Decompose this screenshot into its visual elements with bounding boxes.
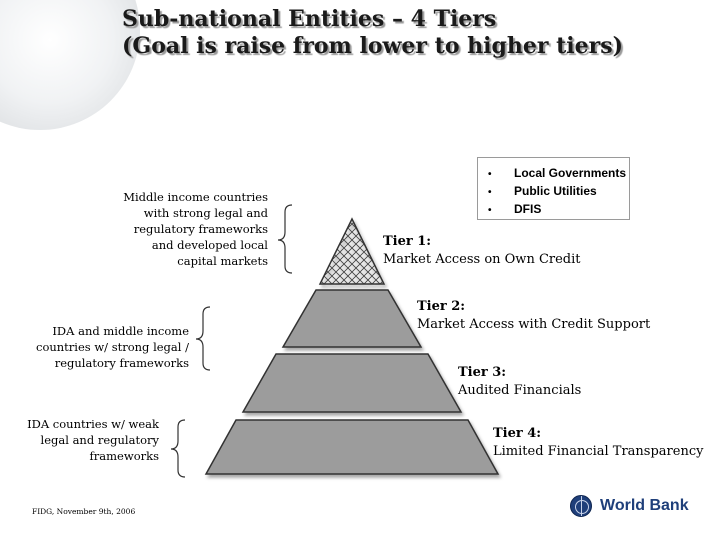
tier-1-segment (320, 219, 384, 284)
entity-label: Local Governments (514, 166, 627, 180)
title-line-2: (Goal is raise from lower to higher tiers) (122, 33, 624, 59)
description-line: legal and regulatory (40, 433, 159, 447)
entities-list (478, 158, 629, 219)
description-line: capital markets (177, 254, 268, 268)
entity-item (478, 201, 629, 219)
tier-3-desc: Audited Financials (458, 383, 582, 398)
brace-group-3 (171, 420, 185, 477)
tier-3-segment (243, 354, 461, 412)
description-line: with strong legal and (143, 206, 268, 220)
tier-1-entities-box (477, 157, 630, 220)
description-line: Middle income countries (123, 190, 268, 204)
tier-1-name: Tier 1: (383, 234, 432, 249)
tier-4-desc: Limited Financial Transparency (493, 444, 704, 459)
world-bank-seal-icon (570, 495, 592, 517)
description-line: regulatory frameworks (133, 222, 268, 236)
entity-label: DFIS (514, 202, 542, 216)
description-line: and developed local (151, 238, 268, 252)
tier-2-segment (283, 290, 421, 347)
description-line: IDA countries w/ weak (27, 417, 159, 431)
bullet-icon: • (488, 169, 492, 180)
description-line: IDA and middle income (52, 324, 189, 338)
description-line: countries w/ strong legal / (36, 340, 189, 354)
brace-group-2 (196, 307, 210, 370)
tier-2-name: Tier 2: (417, 299, 466, 314)
description-line: frameworks (89, 449, 159, 463)
entity-label: Public Utilities (514, 184, 597, 198)
footer-note: FIDG, November 9th, 2006 (32, 507, 136, 516)
tier-4-label (493, 425, 703, 461)
description-line: regulatory frameworks (54, 356, 189, 370)
world-bank-logo (570, 495, 689, 517)
tier-3-name: Tier 3: (458, 365, 507, 380)
tier-2-desc: Market Access with Credit Support (417, 317, 651, 332)
brace-group-1 (278, 205, 292, 273)
bullet-icon: • (488, 187, 492, 198)
title-line-1: Sub-national Entities – 4 Tiers (122, 6, 497, 32)
group-3-description (27, 416, 159, 464)
tier-3-label (458, 364, 581, 400)
tier-1-label (383, 233, 581, 269)
tier-4-name: Tier 4: (493, 426, 542, 441)
bullet-icon: • (488, 205, 492, 216)
group-1-description (123, 189, 268, 269)
tier-1-desc: Market Access on Own Credit (383, 252, 581, 267)
tier-4-segment (206, 420, 498, 474)
group-2-description (36, 323, 189, 371)
logo-text: World Bank (600, 497, 689, 514)
entity-item (478, 165, 629, 183)
entity-item (478, 183, 629, 201)
tier-2-label (417, 298, 650, 334)
